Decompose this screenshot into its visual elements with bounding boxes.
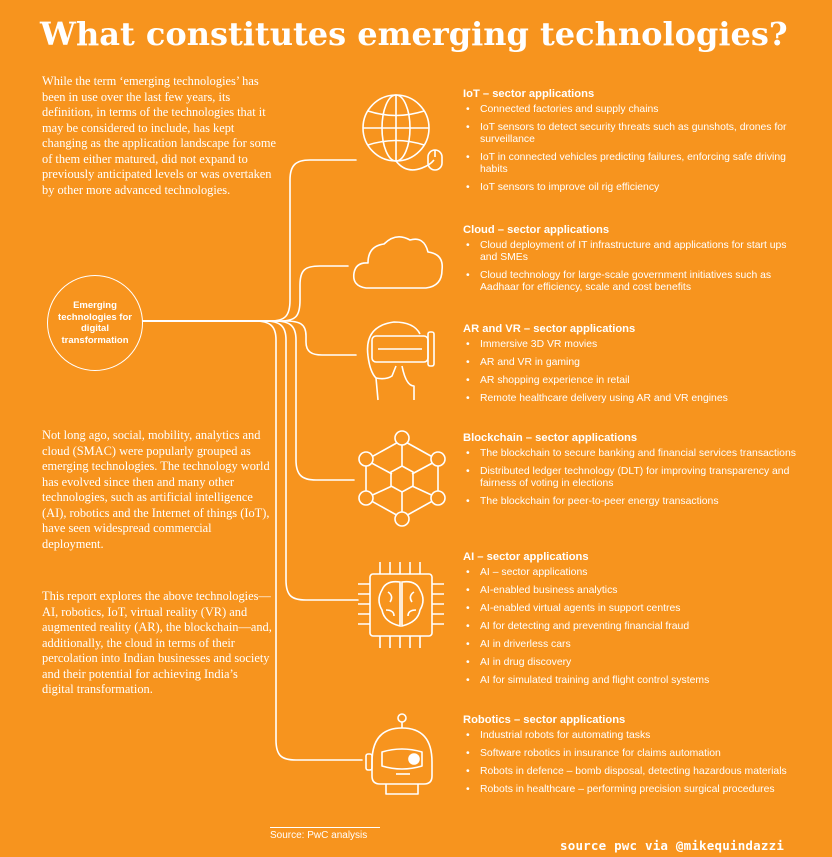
sector-item: • Software robotics in insurance for claims automation [463,748,803,760]
sector-iot [463,88,803,200]
sector-ai [463,551,803,693]
intro-paragraph: While the term ‘emerging technologies’ has been in use over the last few years, its definition, in terms of the technologies that it may be considered to include, has kept changing as the application landscape for some of them either matured, did not expand to previously anticipated levels or was overtaken by other more advanced technologies. [42,74,276,197]
sector-item: • Cloud deployment of IT infrastructure and applications for start ups and SMEs [463,240,803,264]
sector-item: • Remote healthcare delivery using AR and VR engines [463,393,803,405]
sector-item: • IoT sensors to detect security threats such as gunshots, drones for surveillance [463,122,803,146]
smac-paragraph: Not long ago, social, mobility, analytics and cloud (SMAC) were popularly grouped as emerging technologies. The technology world has evolved since then and many other technologies, such as artificial intelligence (AI), robotics and the Internet of things (IoT), have seen widespread commercial deployment. [42,428,270,551]
sector-robotics [463,714,803,802]
connector-vr [143,321,356,355]
sector-item: • AI in drug discovery [463,657,803,669]
source-note: Source: PwC analysis [270,830,368,841]
ai-brain-chip-icon [356,560,446,650]
connector-ai [143,321,358,600]
connector-iot [143,160,356,321]
sector-heading: AR and VR – sector applications [463,323,636,335]
report-paragraph: This report explores the above technologies—AI, robotics, IoT, virtual reality (VR) and augmented reality (AR), the blockchain—and, additionally, the cloud in terms of their percolation into Indian businesses and society and their potential for achieving India’s digital transformation. [42,589,272,696]
sector-item: • The blockchain for peer-to-peer energy transactions [463,496,803,508]
robot-head-icon [362,712,452,807]
blockchain-network-icon [352,428,452,528]
sector-item: • AR shopping experience in retail [463,375,803,387]
sector-item: • Immersive 3D VR movies [463,339,803,351]
sector-item: • Cloud technology for large-scale government initiatives such as Aadhaar for efficiency, scale and cost benefits [463,270,803,294]
sector-item: • Connected factories and supply chains [463,104,803,116]
sector-item: • IoT sensors to improve oil rig efficiency [463,182,803,194]
sector-blockchain [463,432,803,514]
connector-blockchain [143,321,354,480]
credit-watermark: source pwc via @mikequindazzi [560,838,785,853]
sector-item: • AI for detecting and preventing financial fraud [463,621,803,633]
source-divider [270,827,380,828]
sector-item: • Distributed ledger technology (DLT) for improving transparency and fairness of voting in elections [463,466,803,490]
sector-cloud [463,224,803,300]
sector-heading: AI – sector applications [463,551,589,563]
connector-robotics [143,321,362,760]
sector-heading: Cloud – sector applications [463,224,610,236]
vr-headset-icon [356,316,446,406]
sector-item: • AI – sector applications [463,567,803,579]
sector-ar-vr [463,323,803,411]
cloud-icon [348,228,448,298]
sector-item: • Robots in healthcare – performing precision surgical procedures [463,784,803,796]
sector-item: • AI-enabled virtual agents in support centres [463,603,803,615]
sector-heading: Robotics – sector applications [463,714,626,726]
hub-label: Emerging technologies for digital transformation [58,300,132,346]
sector-item: • The blockchain to secure banking and financial services transactions [463,448,803,460]
sector-item: • AI in driverless cars [463,639,803,651]
sector-item: • Industrial robots for automating tasks [463,730,803,742]
sector-heading: IoT – sector applications [463,88,595,100]
sector-item: • Robots in defence – bomb disposal, detecting hazardous materials [463,766,803,778]
page-title: What constitutes emerging technologies? [40,15,788,53]
sector-item: • AI-enabled business analytics [463,585,803,597]
sector-item: • AR and VR in gaming [463,357,803,369]
sector-item: • IoT in connected vehicles predicting failures, enforcing safe driving habits [463,152,803,176]
connector-cloud [143,266,348,321]
globe-mouse-icon [356,88,456,183]
sector-item: • AI for simulated training and flight control systems [463,675,803,687]
sector-heading: Blockchain – sector applications [463,432,638,444]
